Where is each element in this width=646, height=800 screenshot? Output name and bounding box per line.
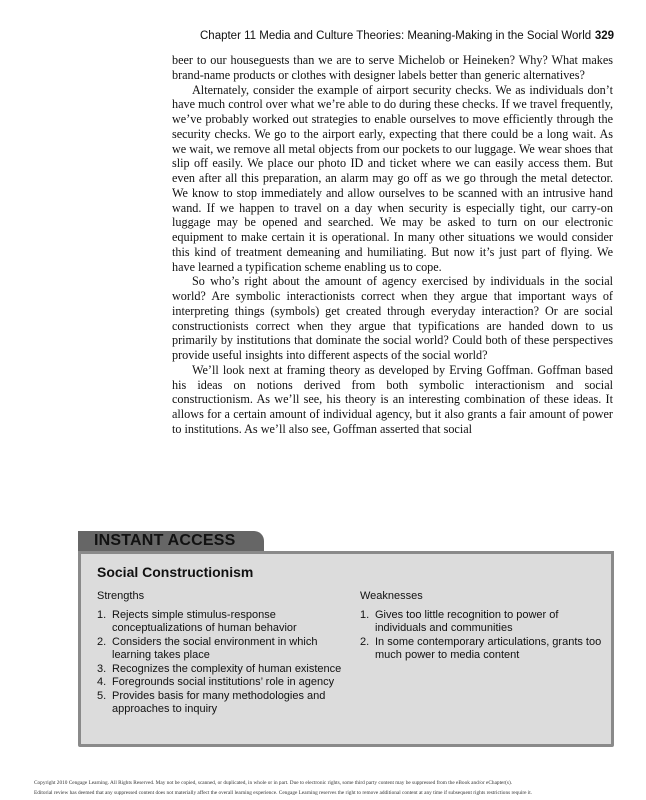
strengths-list — [97, 609, 349, 717]
copyright-line: Editorial review has deemed that any suppressed content does not materially affect the overall learning experience. Cengage Learning reserves the right to remove additional content at any time if subsequent rights restrictions require it. — [34, 790, 533, 796]
list-item: 4. Foregrounds social institutions’ role in agency — [97, 676, 335, 688]
chapter-title: Chapter 11 Media and Culture Theories: Meaning-Making in the Social World — [200, 30, 592, 42]
strengths-column — [97, 590, 349, 717]
list-item: 1. Rejects simple stimulus-response conceptualizations of human behavior — [97, 608, 297, 634]
list-item: 1. Gives too little recognition to power of individuals and communities — [360, 608, 559, 634]
list-item: 5. Provides basis for many methodologies and approaches to inquiry — [97, 689, 326, 715]
instant-access-label: INSTANT ACCESS — [94, 532, 236, 549]
weaknesses-column — [360, 590, 606, 663]
instant-access-panel — [78, 551, 614, 747]
running-header — [200, 30, 614, 46]
paragraph: So who’s right about the amount of agency exercised by individuals in the social world? Are symbolic interactionists correct when they argue that important ways of interpreting things (symbols) get created through everyday interaction? Or are social constructionists correct when they argue that typifications are handed down to us primarily by institutions that dominate the social world? Could both of these perspectives provide useful insights into different aspects of the social world? — [172, 274, 613, 362]
list-item: 3. Recognizes the complexity of human existence — [97, 662, 342, 675]
weaknesses-list — [360, 609, 606, 663]
list-item: 2. Considers the social environment in which learning takes place — [97, 635, 318, 661]
page-number: 329 — [594, 30, 614, 42]
paragraph: Alternately, consider the example of airport security checks. We as individuals don’t have much control over what we’re able to do during these checks. If we travel frequently, we’ve probably worked out strategies to enable ourselves to move efficiently through the security checks. We go to the airport early, expecting that there could be a long wait. As we wait, we remove all metal objects from our pockets to our luggage. We wear shoes that slip off easily. We place our photo ID and ticket where we can easily access them. But even after all this preparation, an alarm may go off as we go through the metal detector. We know to stop immediately and allow ourselves to be scanned with an intrusive hand wand. If we happen to travel on a day when security is especially tight, our carry-on luggage may be opened and searched. We may be asked to turn on our electronic equipment to make certain it is operational. In many other situations we would consider this kind of treatment demeaning and humiliating. But now it’s just part of flying. We have learned a typification scheme enabling us to cope. — [172, 82, 613, 274]
list-item: 2. In some contemporary articulations, grants too much power to media content — [360, 635, 602, 661]
box-title: Social Constructionism — [97, 564, 254, 580]
instant-access-box — [78, 531, 614, 745]
copyright-line: Copyright 2010 Cengage Learning. All Rights Reserved. May not be copied, scanned, or duplicated, in whole or in part. Due to electronic rights, some third party content may be suppressed from the eBook and/or eChapter(s). — [34, 780, 513, 786]
paragraph: We’ll look next at framing theory as developed by Erving Goffman. Goffman based his ideas on notions derived from both symbolic interactionism and social constructionism. As we’ll see, his theory is an interesting combination of these ideas. It allows for a certain amount of individual agency, but it also grants a fair amount of power to institutions. As we’ll also see, Goffman asserted that social — [172, 362, 613, 436]
strengths-heading: Strengths — [97, 590, 145, 602]
weaknesses-heading: Weaknesses — [360, 590, 423, 602]
body-text — [172, 53, 613, 437]
copyright-notice — [34, 778, 614, 798]
paragraph: beer to our houseguests than we are to serve Michelob or Heineken? Why? What makes brand-name products or clothes with designer labels better than generic alternatives? — [172, 53, 613, 82]
